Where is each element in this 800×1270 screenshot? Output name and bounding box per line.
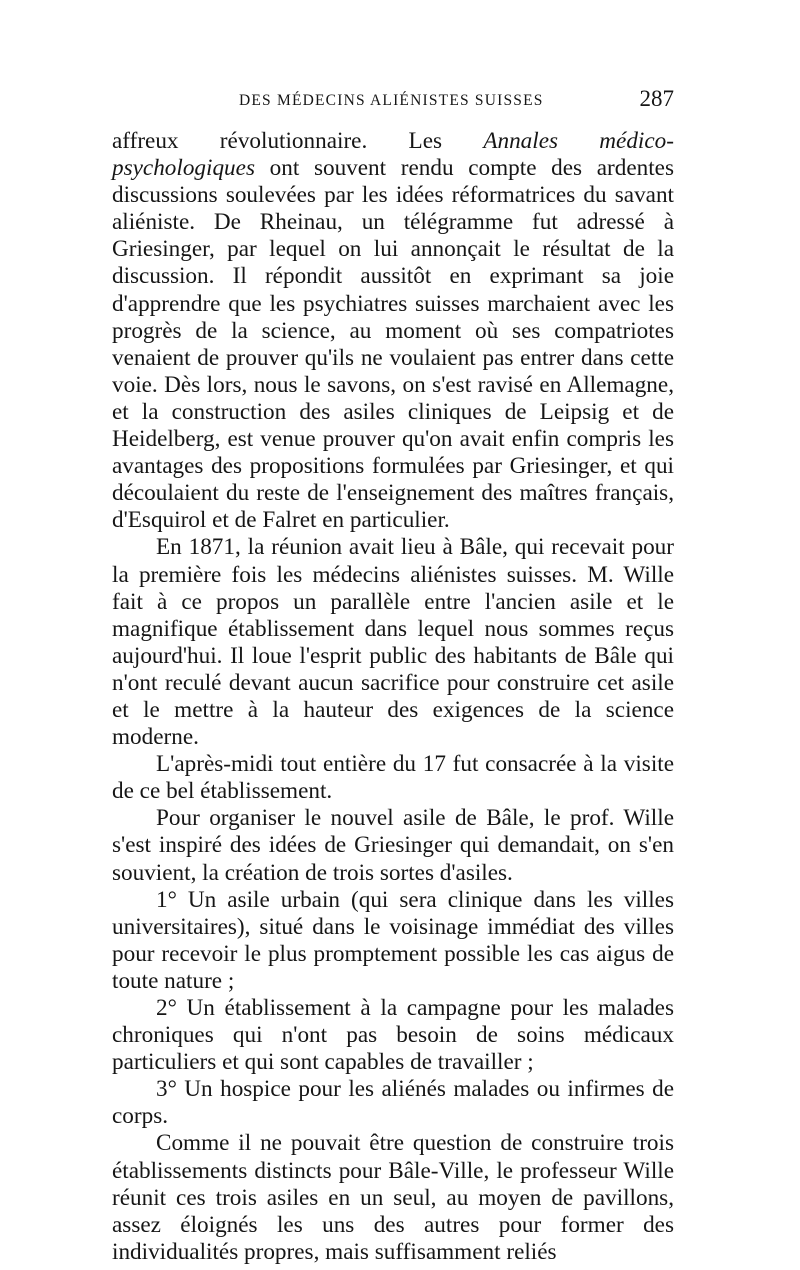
list-item-country-establishment: 2° Un établissement à la campagne pour les malades chroniques qui n'ont pas besoin de soins médicaux particuliers et qui sont capables de travailler ; bbox=[112, 995, 674, 1076]
journal-title: Annales médico-psychologiques bbox=[112, 128, 674, 182]
body-text bbox=[112, 128, 674, 1266]
paragraph-rest: ont souvent rendu compte des ardentes discussions soulevées par les idées réformatrices du savant aliéniste. De Rheinau, un télégramme fut adressé à Griesinger, par lequel on lui annonçait le résultat de la discussion. Il répondit aussitôt en exprimant sa joie d'apprendre que les psychiatres suisses marchaient avec les progrès de la science, au moment où ses compatriotes venaient de prouver qu'ils ne voulaient pas entrer dans cette voie. Dès lors, nous le savons, on s'est ravisé en Allemagne, et la construction des asiles cliniques de Leipsig et de Heidelberg, est venue prouver qu'on avait enfin compris les avantages des propositions formulées par Griesinger, et qui découlaient du reste de l'enseignement des maîtres français, d'Esquirol et de Falret en particulier. bbox=[112, 155, 674, 534]
paragraph-griesinger-ideas: Pour organiser le nouvel asile de Bâle, le prof. Wille s'est inspiré des idées de Griesinger qui demandait, on s'en souvient, la création de trois sortes d'asiles. bbox=[112, 805, 674, 886]
paragraph-afternoon-visit: L'après-midi tout entière du 17 fut consacrée à la visite de ce bel établissement. bbox=[112, 751, 674, 805]
paragraph-lead: affreux révolutionnaire. Les bbox=[112, 128, 484, 154]
paragraph-basel-meeting: En 1871, la réunion avait lieu à Bâle, qui recevait pour la première fois les médecins aliénistes suisses. M. Wille fait à ce propos un parallèle entre l'ancien asile et le magnifique établissement dans lequel nous sommes reçus aujourd'hui. Il loue l'esprit public des habitants de Bâle qui n'ont reculé devant aucun sacrifice pour construire cet asile et le mettre à la hauteur des exigences de la science moderne. bbox=[112, 534, 674, 751]
list-item-urban-asylum: 1° Un asile urbain (qui sera clinique dans les villes universitaires), situé dans le voisinage immédiat des villes pour recevoir le plus promptement possible les cas aigus de toute nature ; bbox=[112, 886, 674, 994]
page-header bbox=[112, 88, 674, 128]
paragraph-pavilions: Comme il ne pouvait être question de construire trois établissements distincts pour Bâle-Ville, le professeur Wille réunit ces trois asiles en un seul, au moyen de pavillons, assez éloignés les uns des autres pour former des individualités propres, mais suffisamment reliés bbox=[112, 1130, 674, 1265]
page-number: 287 bbox=[639, 86, 674, 111]
paragraph-continued bbox=[112, 128, 674, 534]
running-head: DES MÉDECINS ALIÉNISTES SUISSES bbox=[239, 92, 544, 109]
list-item-hospice: 3° Un hospice pour les aliénés malades ou infirmes de corps. bbox=[112, 1076, 674, 1130]
book-page bbox=[112, 88, 674, 1266]
